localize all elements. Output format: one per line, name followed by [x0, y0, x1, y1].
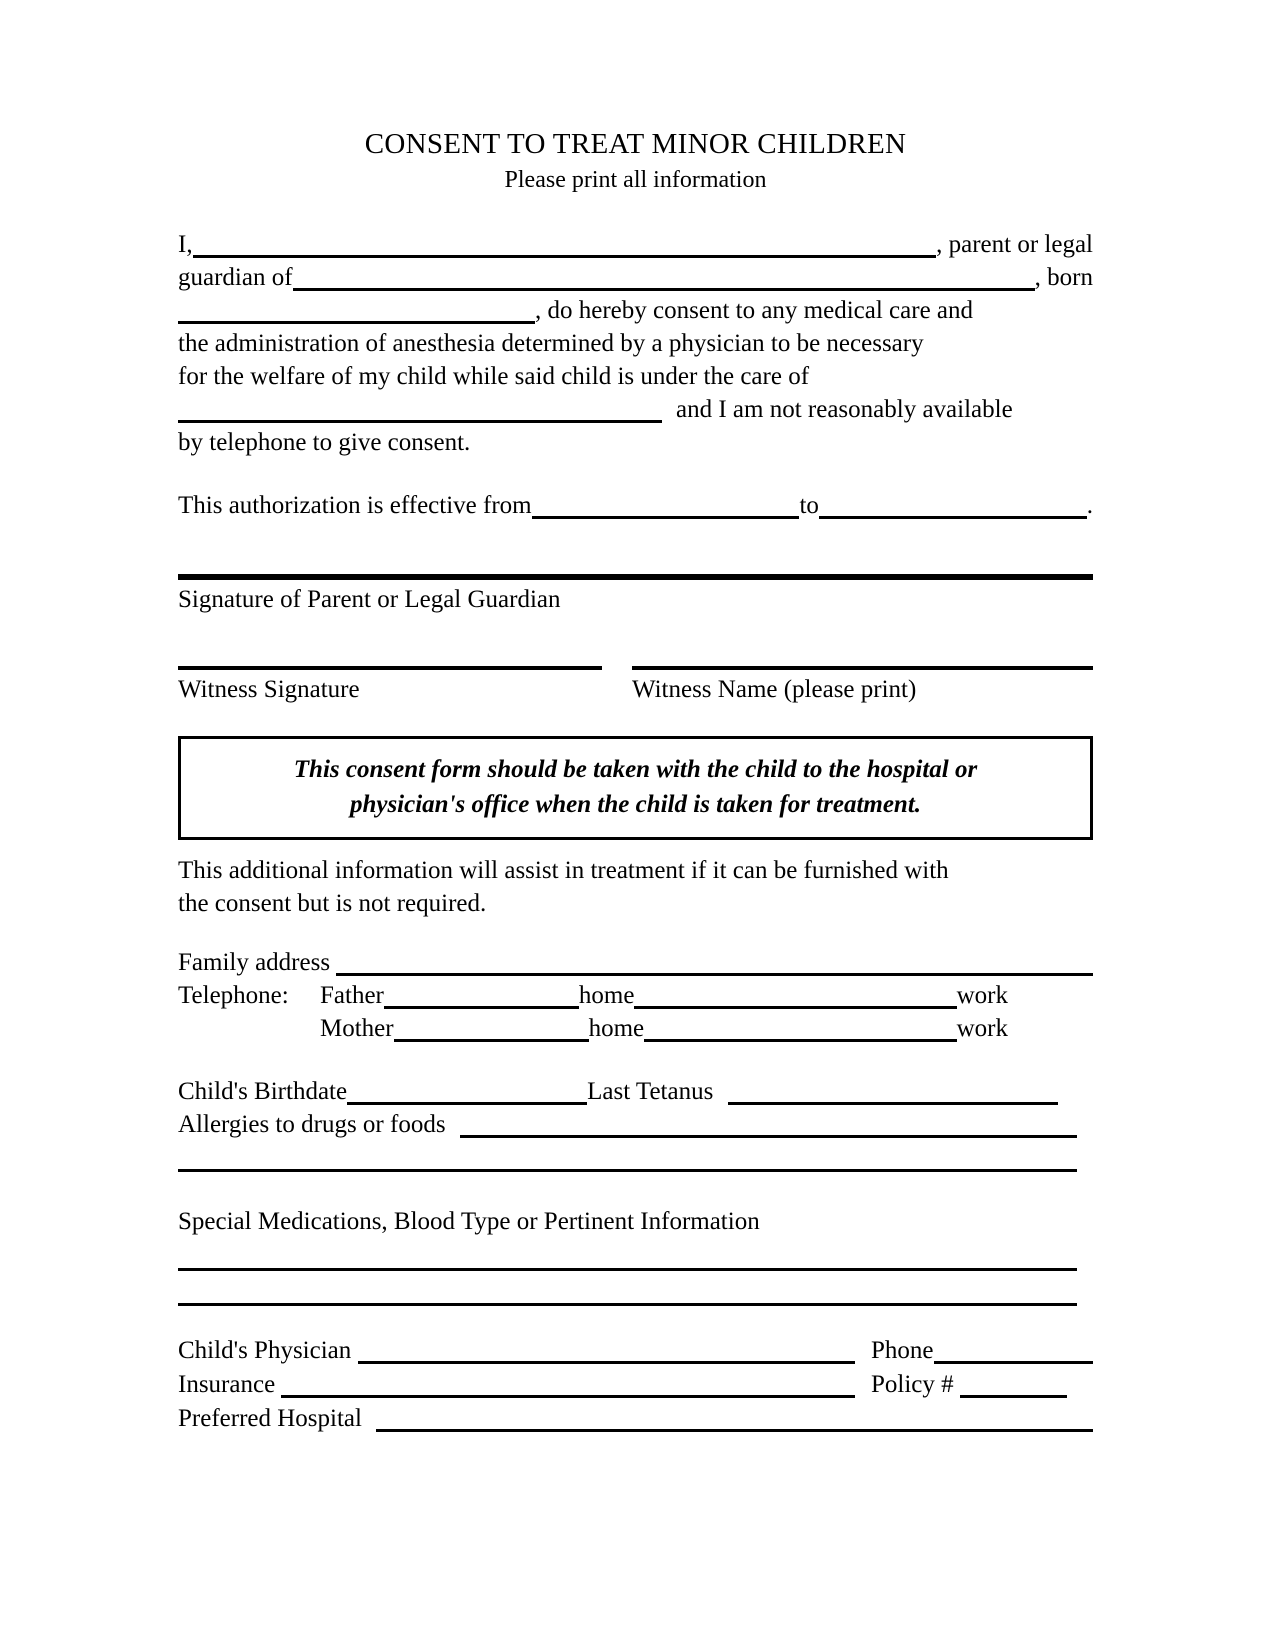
work-label-father: work	[956, 982, 1008, 1009]
physician-left-group	[178, 1334, 855, 1368]
preferred-hospital-blank[interactable]	[376, 1402, 1093, 1432]
policy-number-label: Policy #	[871, 1371, 960, 1398]
family-address-label: Family address	[178, 949, 337, 976]
effective-to-blank[interactable]	[819, 489, 1087, 519]
special-medications-line-1[interactable]	[178, 1268, 1077, 1271]
consent-line-6	[178, 393, 1093, 426]
witness-signature-line[interactable]	[178, 666, 602, 670]
notice-line-2: physician's office when the child is taken for treatment.	[349, 791, 922, 818]
childs-physician-blank[interactable]	[358, 1334, 855, 1364]
parent-signature-label: Signature of Parent or Legal Guardian	[178, 586, 561, 613]
mother-home-phone-blank[interactable]	[394, 1012, 589, 1042]
last-tetanus-blank[interactable]	[728, 1075, 1058, 1105]
child-name-blank[interactable]	[293, 261, 1035, 291]
family-address-blank[interactable]	[336, 946, 1093, 976]
physician-phone-row	[178, 1334, 1093, 1368]
consent-line-2-suffix: , born	[1034, 264, 1093, 291]
special-medications-label: Special Medications, Blood Type or Pertinent Information	[178, 1208, 760, 1235]
parent-signature-line[interactable]	[178, 574, 1093, 580]
insurance-blank[interactable]	[281, 1368, 855, 1398]
consent-line-3	[178, 294, 1093, 327]
consent-line-5-text: for the welfare of my child while said child is under the care of	[178, 363, 810, 390]
consent-line-7-text: by telephone to give consent.	[178, 429, 471, 456]
form-title: CONSENT TO TREAT MINOR CHILDREN	[364, 128, 907, 160]
home-label-mother: home	[588, 1015, 645, 1042]
consent-line-6-suffix: and I am not reasonably available	[676, 396, 1013, 423]
allergies-row	[178, 1108, 1093, 1141]
witness-name-column	[632, 666, 1093, 706]
witness-signature-column	[178, 666, 602, 706]
family-contact-section	[178, 946, 1093, 1045]
telephone-mother-row	[178, 1012, 1093, 1045]
physician-phone-blank[interactable]	[934, 1334, 1094, 1364]
additional-info-intro	[178, 854, 1093, 920]
birthdate-tetanus-row	[178, 1075, 1093, 1108]
insurance-right-group	[871, 1368, 1093, 1402]
special-medications-line-2[interactable]	[178, 1303, 1077, 1306]
insurance-policy-row	[178, 1368, 1093, 1402]
witness-name-label: Witness Name (please print)	[632, 676, 917, 703]
telephone-father-row	[178, 979, 1093, 1012]
consent-line-2	[178, 261, 1093, 294]
mother-work-phone-blank[interactable]	[644, 1012, 956, 1042]
additional-info-intro-line-2: the consent but is not required.	[178, 890, 487, 917]
authorization-to-label: to	[799, 492, 819, 519]
physician-section	[178, 1334, 1093, 1436]
father-home-phone-blank[interactable]	[384, 979, 579, 1009]
authorization-period-line	[178, 489, 1093, 522]
witness-name-line[interactable]	[632, 666, 1093, 670]
child-birth-date-blank[interactable]	[178, 294, 535, 324]
preferred-hospital-row	[178, 1402, 1093, 1436]
consent-statement	[178, 228, 1093, 459]
phone-label: Phone	[871, 1337, 934, 1364]
childs-birthdate-label: Child's Birthdate	[178, 1078, 348, 1105]
consent-line-1-prefix: I,	[178, 231, 193, 258]
witness-signature-label: Witness Signature	[178, 676, 360, 703]
physician-right-group	[871, 1334, 1093, 1368]
mother-label: Mother	[320, 1015, 394, 1042]
notice-box	[178, 736, 1093, 840]
witness-column-gap	[602, 666, 632, 706]
work-label-mother: work	[956, 1015, 1008, 1042]
caregiver-name-blank[interactable]	[178, 393, 662, 423]
allergies-continued-line[interactable]	[178, 1169, 1077, 1172]
consent-line-5	[178, 360, 1093, 393]
allergies-label: Allergies to drugs or foods	[178, 1111, 452, 1138]
family-address-row	[178, 946, 1093, 979]
allergies-blank[interactable]	[460, 1108, 1077, 1138]
witness-section	[178, 666, 1093, 706]
insurance-left-group	[178, 1368, 855, 1402]
preferred-hospital-label: Preferred Hospital	[178, 1405, 369, 1432]
insurance-label: Insurance	[178, 1371, 282, 1398]
form-subtitle: Please print all information	[504, 167, 767, 193]
telephone-label: Telephone:	[178, 982, 289, 1009]
consent-line-1-suffix: , parent or legal	[936, 231, 1093, 258]
policy-number-blank[interactable]	[960, 1368, 1067, 1398]
father-label: Father	[320, 982, 384, 1009]
notice-line-1: This consent form should be taken with the child to the hospital or	[293, 756, 978, 783]
additional-info-intro-line-1: This additional information will assist in treatment if it can be furnished with	[178, 857, 949, 884]
consent-line-1	[178, 228, 1093, 261]
consent-line-2-prefix: guardian of	[178, 264, 293, 291]
consent-line-7	[178, 426, 1093, 459]
last-tetanus-label: Last Tetanus	[587, 1078, 720, 1105]
special-medications-row	[178, 1205, 1093, 1238]
consent-line-3-suffix: , do hereby consent to any medical care and	[535, 297, 974, 324]
consent-line-4	[178, 327, 1093, 360]
authorization-period-label: This authorization is effective from	[178, 492, 532, 519]
effective-from-blank[interactable]	[532, 489, 800, 519]
authorization-period-end: .	[1086, 492, 1094, 519]
father-work-phone-blank[interactable]	[634, 979, 956, 1009]
home-label-father: home	[578, 982, 635, 1009]
childs-physician-label: Child's Physician	[178, 1337, 358, 1364]
consent-line-4-text: the administration of anesthesia determined by a physician to be necessary	[178, 330, 924, 357]
parent-name-blank[interactable]	[193, 228, 937, 258]
childs-birthdate-blank[interactable]	[347, 1075, 587, 1105]
